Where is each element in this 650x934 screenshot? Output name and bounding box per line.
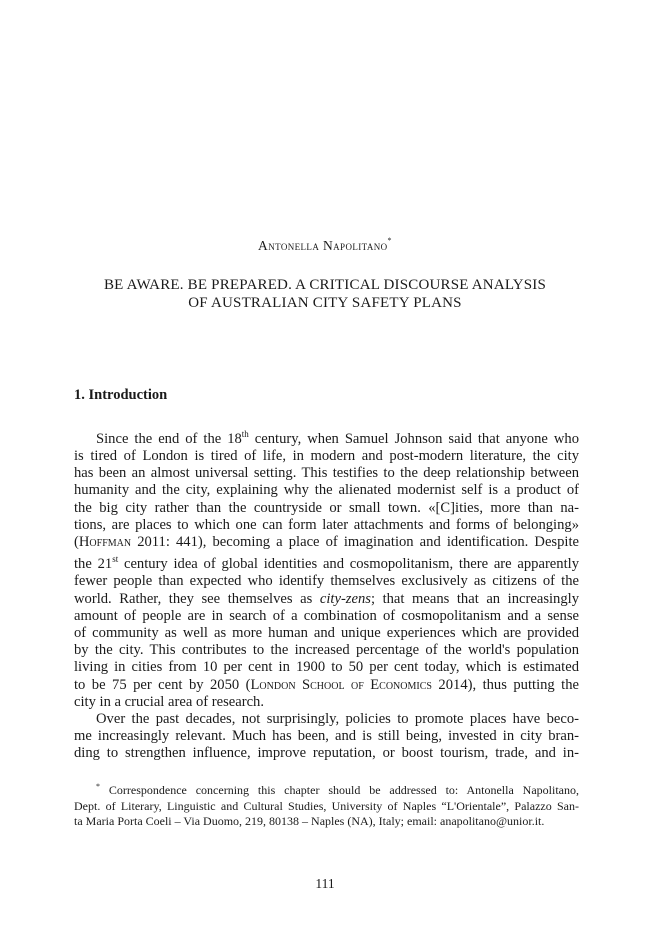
body-line-9	[74, 573, 579, 590]
body-line-1-content	[96, 426, 579, 448]
l10-seg-b: ; that means that an increasingly	[370, 590, 580, 607]
body-line-19	[74, 745, 579, 762]
l15-seg-a: to be 75 per cent by 2050 (	[74, 676, 251, 693]
footnote-line-1-text: Correspondence concerning this chapter should be addressed to: Antonella Napolitano,	[100, 783, 579, 797]
body-line-15	[74, 677, 579, 694]
body-line-11	[74, 608, 579, 625]
body-line-12	[74, 625, 579, 642]
body-line-7-content	[74, 534, 579, 551]
body-line-10-content	[74, 591, 579, 608]
body-line-5	[74, 500, 579, 517]
l1-seg-b: century, when Samuel Johnson said that anyone who	[248, 430, 579, 447]
body-line-3	[74, 465, 579, 482]
author-name-text: Antonella Napolitano	[258, 238, 388, 253]
footnote-marker: *	[96, 782, 100, 791]
l1-seg-a: Since the end of the 18	[96, 430, 242, 447]
footnote-line-2	[74, 799, 579, 815]
body-line-17-text: Over the past decades, not surprisingly, policies to promote places have beco-	[96, 710, 579, 727]
l10-italic: city-zens	[319, 590, 371, 607]
body-line-18-text: me increasingly relevant. Much has been, and is still being, invested in city bran-	[74, 728, 579, 745]
body-line-19-text: ding to strengthen influence, improve reputation, or boost tourism, trade, and in-	[74, 745, 579, 762]
l7-smallcaps: Hoffman	[78, 534, 132, 551]
l10-seg-a: world. Rather, they see themselves as	[74, 590, 320, 607]
body-line-2-text: is tired of London is tired of life, in modern and post-modern literature, the city	[74, 448, 579, 465]
body-line-8-content	[74, 551, 579, 573]
body-line-3-text: has been an almost universal setting. This testifies to the deep relationship between	[74, 465, 579, 482]
footnote	[74, 779, 579, 830]
footnote-line-1	[74, 779, 579, 799]
body-line-8	[74, 551, 579, 573]
paper-title	[0, 276, 650, 312]
body-line-16-text: city in a crucial area of research.	[74, 693, 265, 710]
l7-seg-a: (	[74, 534, 79, 551]
body-line-12-text: of community as well as more human and unique experiences which are provided	[74, 624, 579, 641]
body-text	[74, 426, 579, 763]
body-line-11-text: amount of people are in search of a combination of cosmopolitanism and a sense	[74, 607, 579, 624]
l7-seg-b: 2011: 441), becoming a place of imagination and identification. Despite	[131, 534, 579, 551]
l8-sup: st	[112, 554, 119, 565]
author-name	[0, 238, 650, 254]
l8-seg-a: the 21	[74, 556, 113, 573]
footnote-line-2-text: Dept. of Literary, Linguistic and Cultural Studies, University of Naples “L'Orientale”, Palazzo San-	[74, 798, 579, 813]
footnote-line-3	[74, 814, 579, 830]
l8-seg-b: century idea of global identities and cosmopolitanism, there are apparently	[118, 556, 579, 573]
title-line-1: BE AWARE. BE PREPARED. A CRITICAL DISCOURSE ANALYSIS	[103, 277, 547, 293]
body-line-14-text: living in cities from 10 per cent in 1900 to 50 per cent today, which is estimated	[74, 659, 579, 676]
l15-seg-b: 2014), thus putting the	[431, 676, 580, 693]
body-line-1	[74, 426, 579, 448]
body-line-6	[74, 517, 579, 534]
l15-smallcaps: London School of Economics	[250, 676, 432, 693]
body-line-18	[74, 728, 579, 745]
title-line-2: OF AUSTRALIAN CITY SAFETY PLANS	[188, 295, 462, 311]
footnote-line-3-text: ta Maria Porta Coeli – Via Duomo, 219, 80138 – Naples (NA), Italy; email: anapolitano@unior.it.	[74, 814, 545, 828]
body-line-10	[74, 591, 579, 608]
section-heading: 1. Introduction	[74, 387, 168, 403]
body-line-14	[74, 659, 579, 676]
body-line-9-text: fewer people than expected who identify themselves exclusively as citizens of the	[74, 573, 579, 590]
body-line-6-text: tions, are places to which one can form later attachments and forms of belonging»	[74, 516, 579, 533]
body-line-13-text: by the city. This contributes to the increased percentage of the world's population	[74, 642, 579, 659]
body-line-15-content	[74, 677, 579, 694]
body-line-4	[74, 482, 579, 499]
footnote-line-1-content	[96, 779, 579, 799]
body-line-4-text: humanity and the city, explaining why the alienated modernist self is a product of	[74, 482, 579, 499]
body-line-2	[74, 448, 579, 465]
body-line-7	[74, 534, 579, 551]
body-line-17	[74, 711, 579, 728]
page-number: 111	[315, 876, 335, 891]
body-line-5-text: the big city rather than the countryside or small town. «[C]ities, more than na-	[74, 499, 579, 516]
body-line-13	[74, 642, 579, 659]
author-footnote-marker: *	[387, 236, 392, 245]
body-line-16	[74, 694, 579, 711]
l1-sup: th	[241, 429, 249, 439]
